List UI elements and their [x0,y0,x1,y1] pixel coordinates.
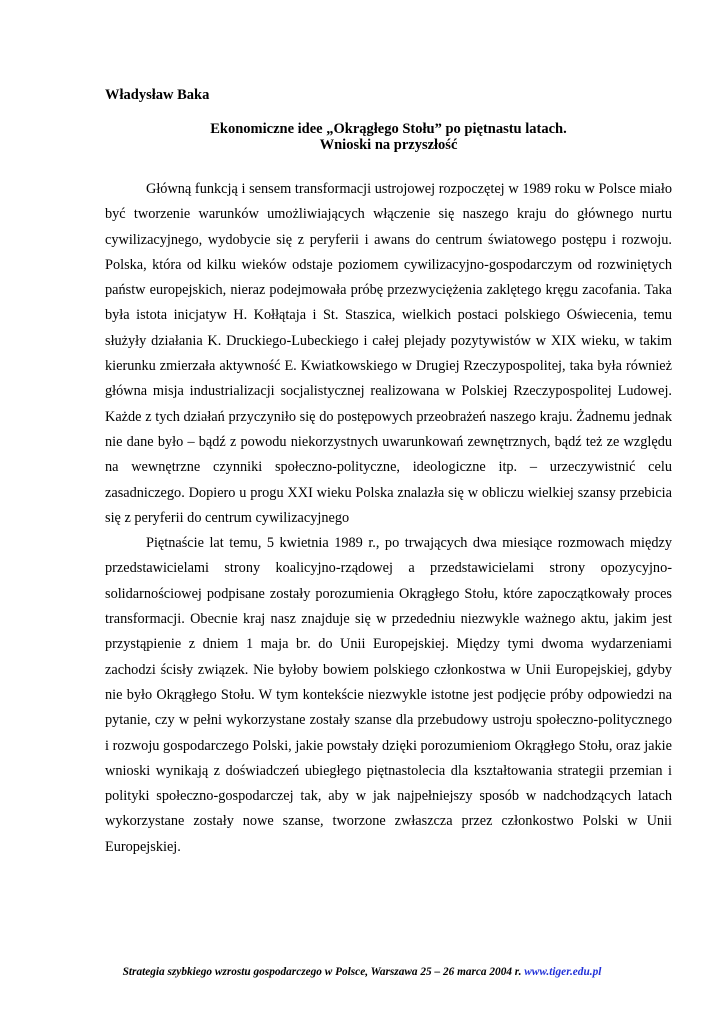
footer-link[interactable]: www.tiger.edu.pl [524,966,602,978]
document-body [105,177,672,860]
author-name: Władysław Baka [105,87,210,103]
document-title [105,121,672,153]
page-footer [0,966,724,978]
paragraph-1: Główną funkcją i sensem transformacji ustrojowej rozpoczętej w 1989 roku w Polsce miało być tworzenie warunków umożliwiających włączenie się naszego kraju do głównego nurtu cywilizacyjnego, wydobycie się z peryferii i awans do centrum światowego postępu i rozwoju. Polska, która od kilku wieków odstaje poziomem cywilizacyjno-gospodarczym od rozwiniętych państw europejskich, nieraz podejmowała próbę przezwyciężenia zaklętego kręgu zacofania. Taka była istota inicjatyw H. Kołłątaja i St. Staszica, wielkich postaci polskiego Oświecenia, temu służyły działania K. Druckiego-Lubeckiego i całej plejady pozytywistów w XIX wieku, w takim kierunku zmierzała aktywność E. Kwiatkowskiego w Drugiej Rzeczypospolitej, taka była również główna misja industrializacji socjalistycznej realizowana w Polskiej Rzeczypospolitej Ludowej. Każde z tych działań przyczyniło się do postępowych przeobrażeń naszego kraju. Żadnemu jednak nie dane było – bądź z powodu niekorzystnych uwarunkowań zewnętrznych, bądź też ze względu na wewnętrzne czynniki społeczno-polityczne, ideologiczne itp. – urzeczywistnić celu zasadniczego. Dopiero u progu XXI wieku Polska znalazła się w obliczu wielkiej szansy przebicia się z peryferii do centrum cywilizacyjnego [105,181,672,526]
title-line-1: Ekonomiczne idee „Okrągłego Stołu” po piętnastu latach. [210,121,567,137]
footer-text: Strategia szybkiego wzrostu gospodarczego w Polsce, Warszawa 25 – 26 marca 2004 r. [122,966,522,978]
paragraph-2: Piętnaście lat temu, 5 kwietnia 1989 r., po trwających dwa miesiące rozmowach między przedstawicielami strony koalicyjno-rządowej a przedstawicielami strony opozycyjno-solidarnościowej podpisane zostały porozumienia Okrągłego Stołu, które zapoczątkowały proces transformacji. Obecnie kraj nasz znajduje się w przededniu niezwykle ważnego aktu, jakim jest przystąpienie z dniem 1 maja br. do Unii Europejskiej. Między tymi dwoma wydarzeniami zachodzi ścisły związek. Nie byłoby bowiem polskiego członkostwa w Unii Europejskiej, gdyby nie było Okrągłego Stołu. W tym kontekście niezwykle istotne jest podjęcie próby odpowiedzi na pytanie, czy w pełni wykorzystane zostały szanse dla przebudowy ustroju społeczno-politycznego i rozwoju gospodarczego Polski, jakie powstały dzięki porozumieniom Okrągłego Stołu, oraz jakie wnioski wynikają z doświadczeń ubiegłego piętnastolecia dla kształtowania strategii przemian i polityki społeczno-gospodarczej tak, aby w jak najpełniejszy sposób w nadchodzących latach wykorzystane zostały nowe szanse, tworzone zwłaszcza przez członkostwo Polski w Unii Europejskiej. [105,535,672,855]
title-line-2: Wnioski na przyszłość [319,137,458,153]
